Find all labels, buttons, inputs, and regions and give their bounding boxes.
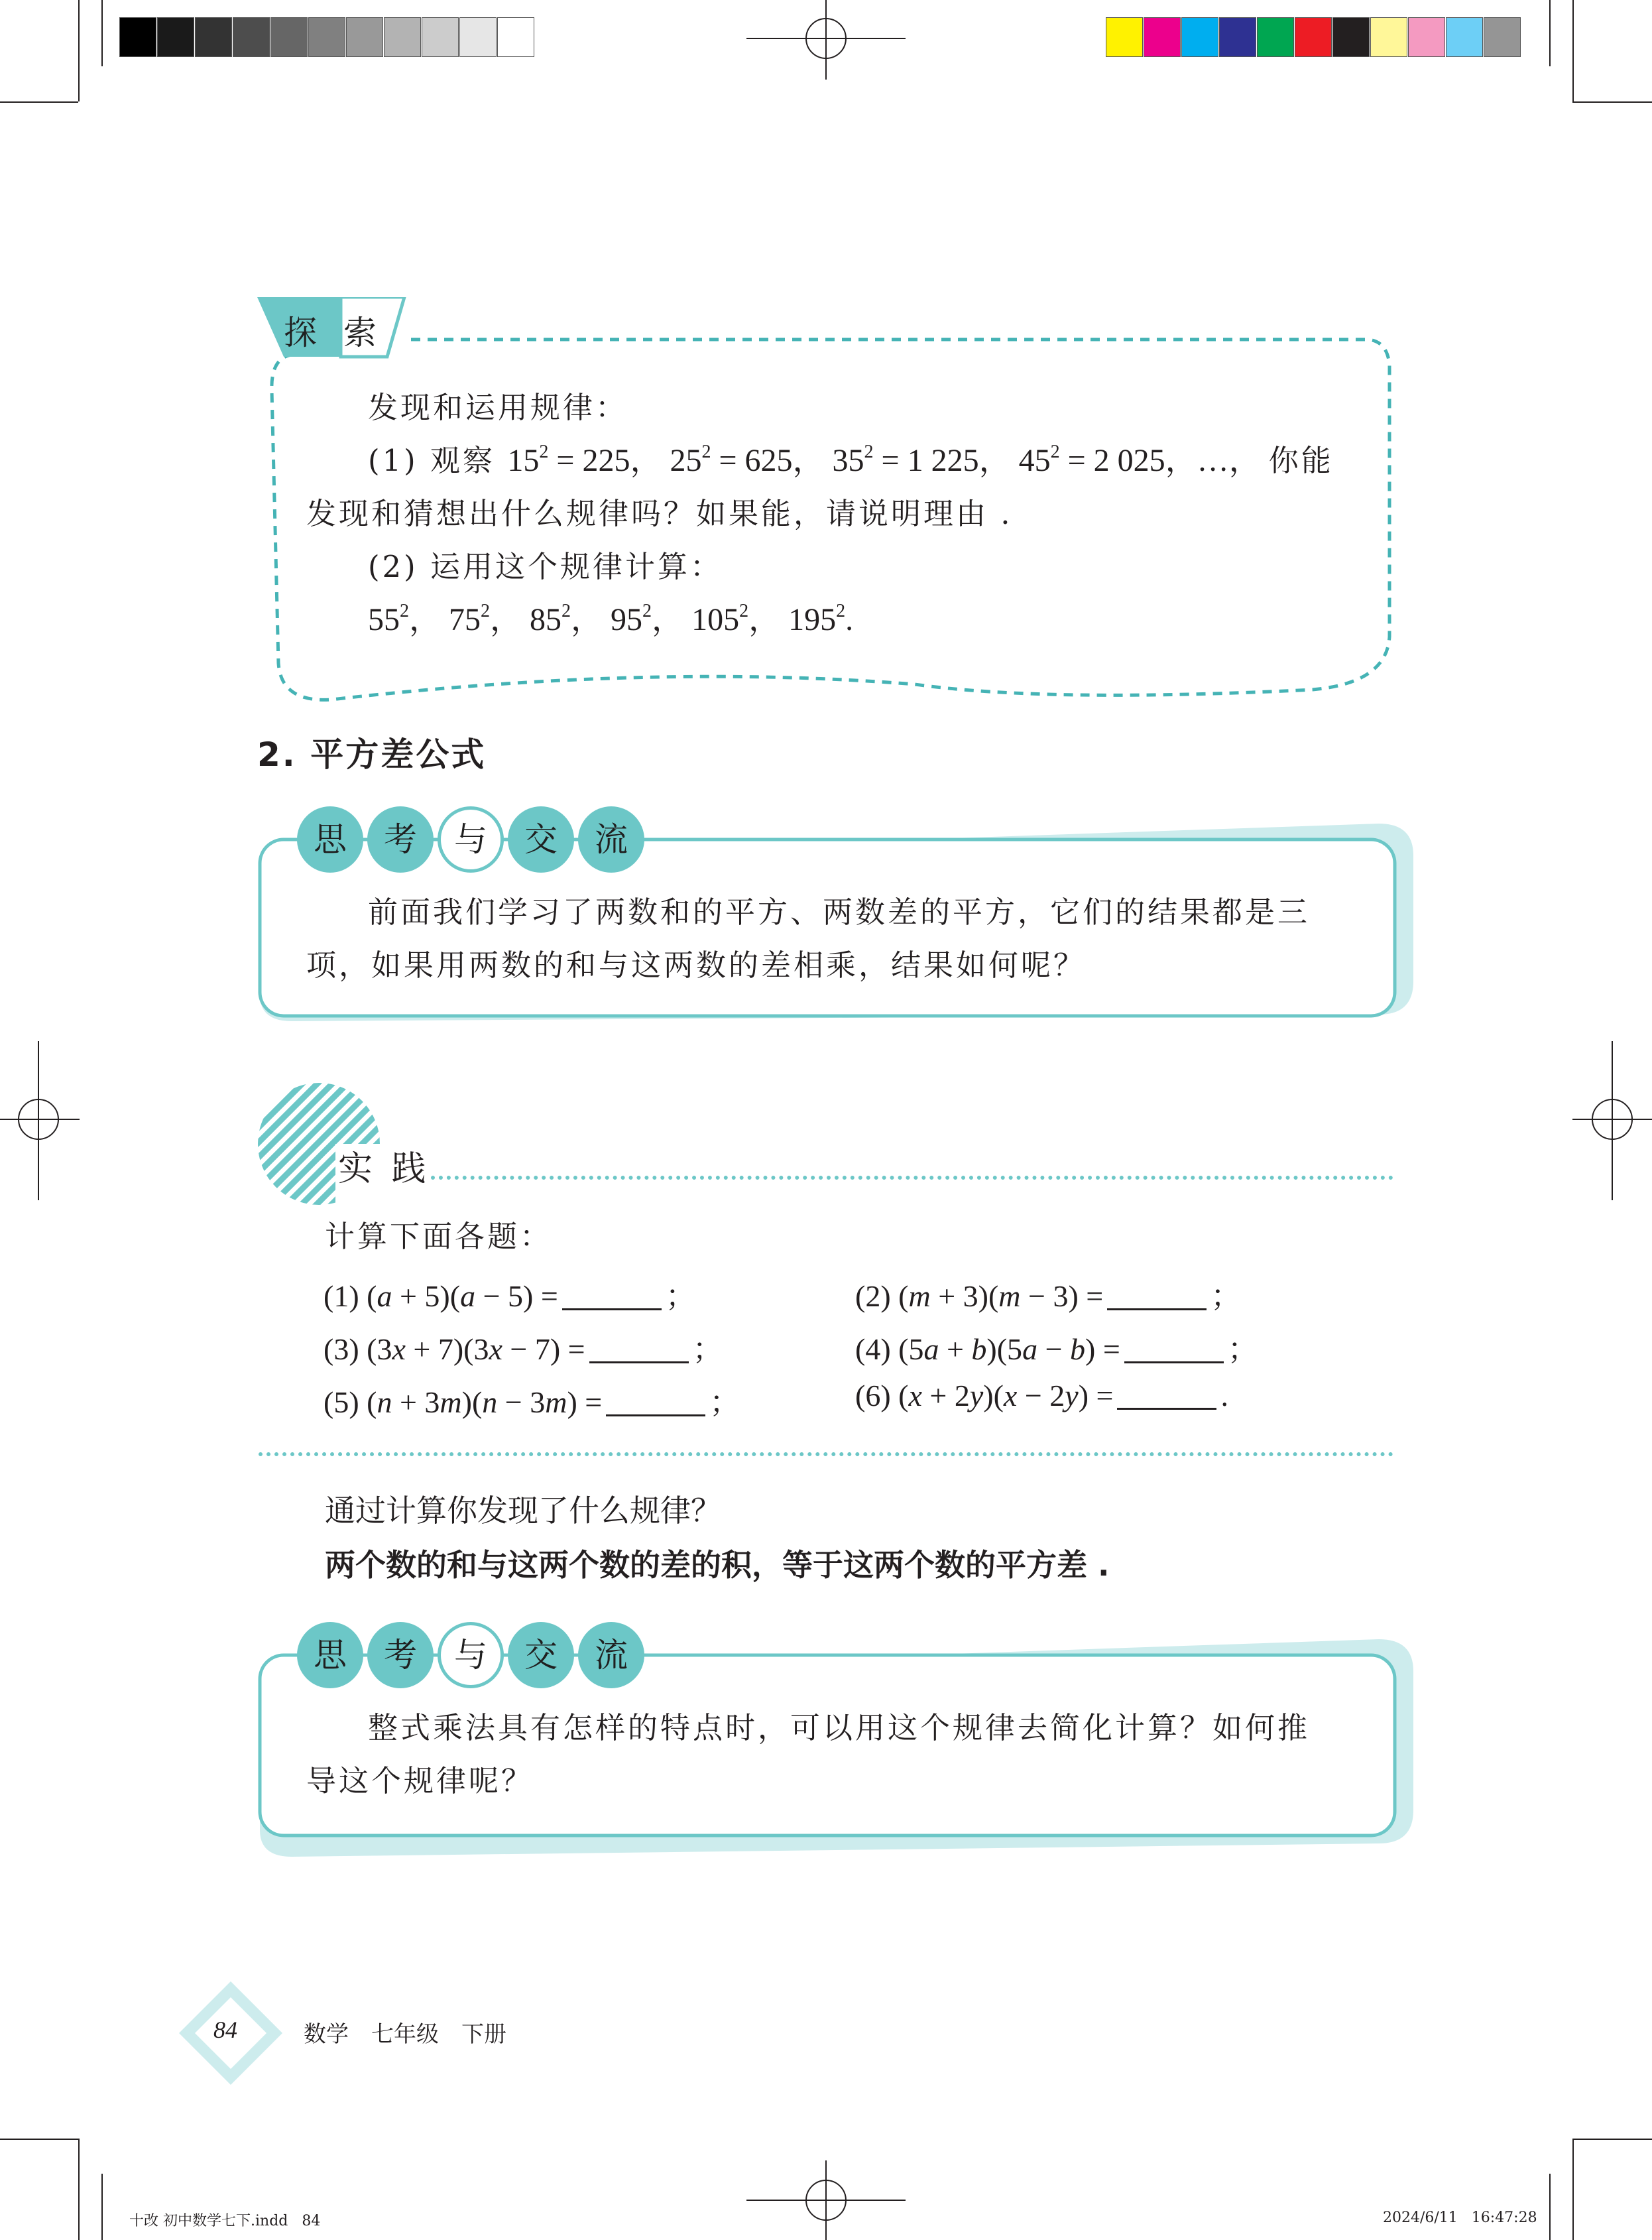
- registration-target-bottom-icon: [746, 2160, 906, 2240]
- answer-blank: [589, 1338, 689, 1363]
- exercise-4: (4) (5a + b)(5a − b) = ；: [855, 1332, 1258, 1366]
- book-title: 数学 七年级 下册: [304, 2021, 506, 2048]
- exercise-5: (5) (n + 3m)(n − 3m) = ；: [324, 1385, 740, 1419]
- discuss-1-tag-char-1: 思: [297, 806, 363, 873]
- exercise-1: (1) (a + 5)(a − 5) = ；: [324, 1279, 696, 1313]
- answer-blank: [606, 1391, 705, 1416]
- exercise-3: (3) (3x + 7)(3x − 7) = ；: [324, 1332, 723, 1366]
- exercise-2: (2) (m + 3)(m − 3) = ；: [855, 1279, 1242, 1313]
- discuss-1-tag-char-4: 交: [508, 806, 574, 873]
- practice-top-dotted-rule: [431, 1176, 1393, 1180]
- discuss-2-tag-char-5: 流: [578, 1622, 644, 1688]
- explore-tag: [257, 297, 410, 363]
- practice-intro: 计算下面各题：: [325, 1219, 553, 1254]
- discuss-2-line-1: 整式乘法具有怎样的特点时，可以用这个规律去简化计算？如何推: [368, 1710, 1311, 1745]
- discuss-2-tag-char-3: 与: [438, 1622, 504, 1688]
- page-number: 84: [213, 2017, 237, 2043]
- file-info: 十改 初中数学七下.indd 84: [129, 2213, 321, 2229]
- explore-q1: (1) 观察 $15^2 = 225$， $25^2 = 625$， $35^2 = 1$ 225， $45^2 = 2$ 025，…， 你能: [368, 442, 1334, 478]
- registration-target-top-icon: [746, 0, 906, 80]
- discuss-2-tag-char-2: 考: [367, 1622, 434, 1688]
- discuss-2-tag-char-4: 交: [508, 1622, 574, 1688]
- practice-bottom-dotted-rule: [259, 1452, 1393, 1456]
- explore-tag-char-1: 探: [284, 314, 317, 352]
- rule-question: 通过计算你发现了什么规律？: [325, 1493, 721, 1528]
- discuss-2-line-2: 导这个规律呢？: [306, 1763, 534, 1798]
- discuss-2-tag-char-1: 思: [297, 1622, 363, 1688]
- answer-blank: [1117, 1384, 1216, 1410]
- answer-blank: [562, 1284, 662, 1310]
- discuss-1-line-1: 前面我们学习了两数和的平方、两数差的平方，它们的结果都是三: [368, 895, 1311, 930]
- registration-target-left-icon: [0, 1041, 80, 1200]
- exercise-6: (6) (x + 2y)(x − 2y) = .: [855, 1379, 1228, 1412]
- practice-tag: 实 践: [338, 1149, 430, 1189]
- discuss-1-tag-char-3: 与: [438, 806, 504, 873]
- explore-q2: (2) 运用这个规律计算：: [368, 549, 723, 584]
- discuss-1-tag-char-5: 流: [578, 806, 644, 873]
- answer-blank: [1107, 1284, 1207, 1310]
- explore-q2-list: $55^2$， $75^2$， $85^2$， $95^2$， $105^2$， $195^2$.: [368, 601, 854, 637]
- registration-target-right-icon: [1572, 1041, 1652, 1200]
- section-heading: 2. 平方差公式: [257, 735, 487, 774]
- answer-blank: [1124, 1338, 1224, 1363]
- explore-q1-line2: 发现和猜想出什么规律吗？如果能，请说明理由 .: [306, 496, 1013, 531]
- print-datetime: 2024/6/11 16:47:28: [1383, 2209, 1537, 2226]
- explore-intro: 发现和运用规律：: [368, 390, 628, 425]
- discuss-1-line-2: 项，如果用两数的和与这两数的差相乘，结果如何呢？: [306, 948, 1087, 983]
- rule-statement: 两个数的和与这两个数的差的积，等于这两个数的平方差 .: [325, 1547, 1110, 1583]
- discuss-1-tag-char-2: 考: [367, 806, 434, 873]
- explore-tag-char-2: 索: [343, 314, 377, 352]
